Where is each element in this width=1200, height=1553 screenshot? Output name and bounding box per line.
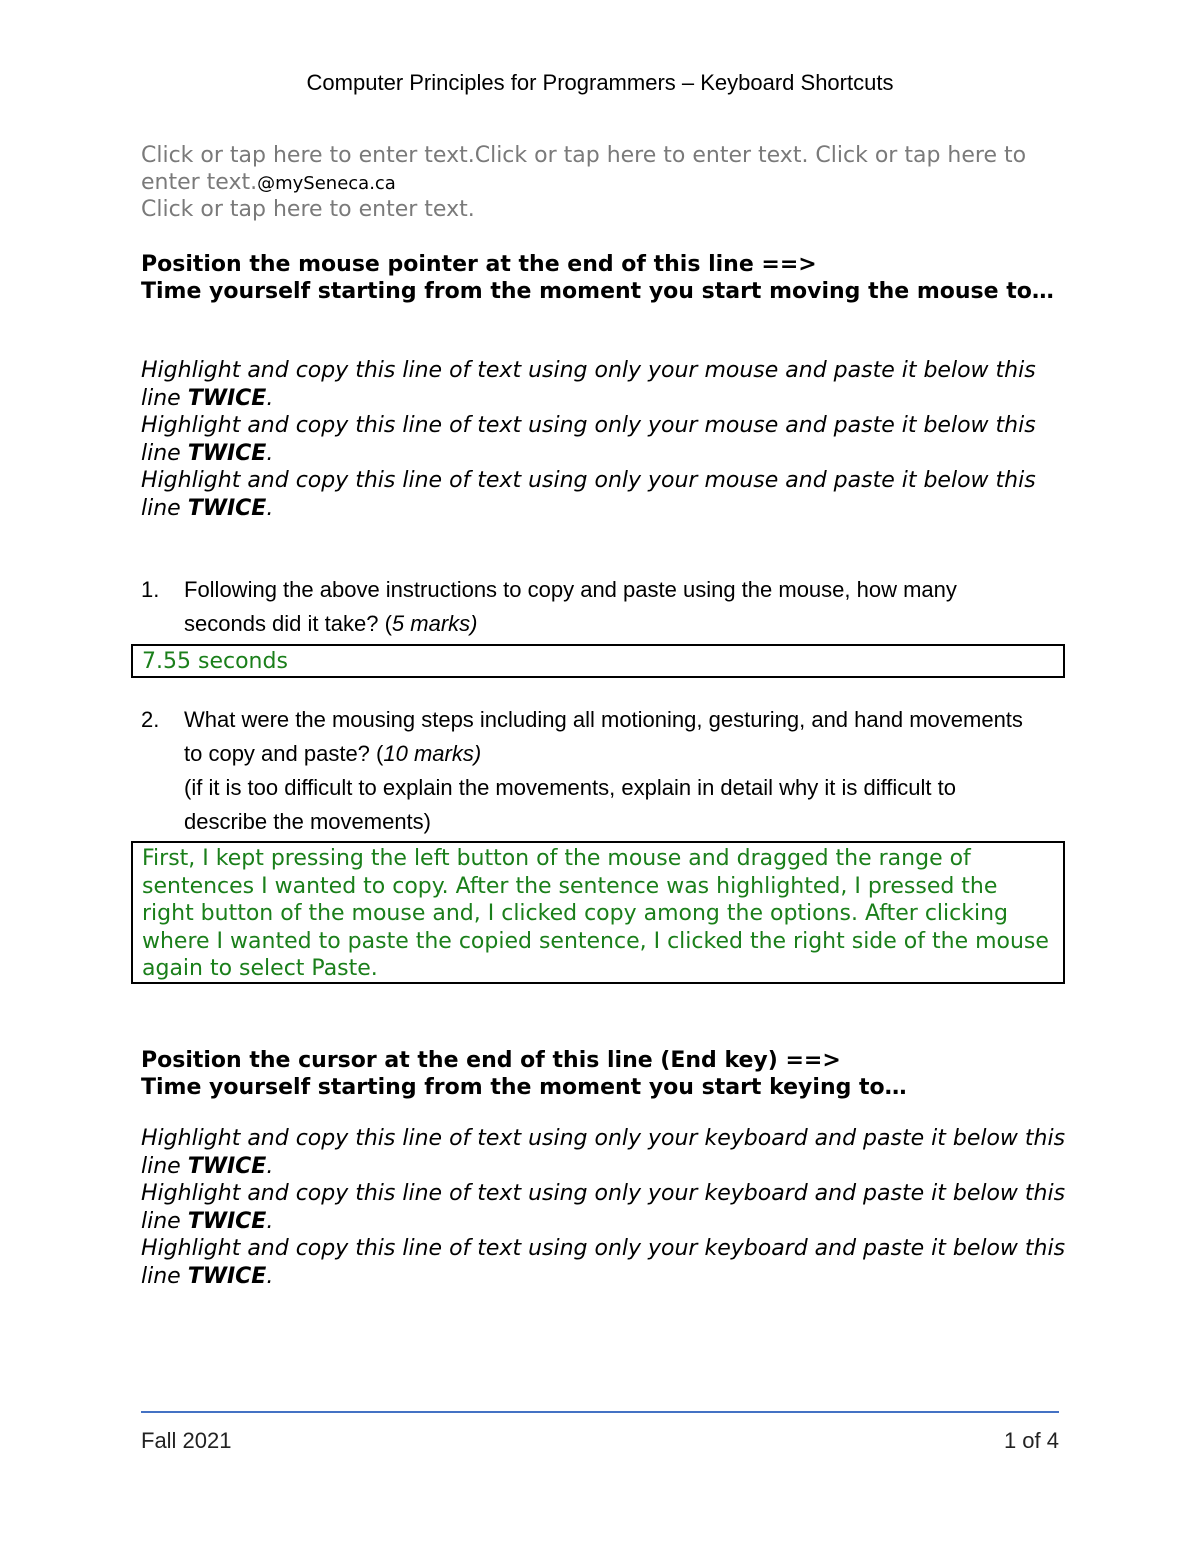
keyboard-copy-line[interactable]: Highlight and copy this line of text using only your keyboard and paste it below this line TWICE.: [141, 1181, 1066, 1234]
keyboard-copy-line[interactable]: Highlight and copy this line of text using only your keyboard and paste it below this line TWICE.: [141, 1126, 1066, 1179]
mouse-copy-line[interactable]: Highlight and copy this line of text using only your mouse and paste it below this line TWICE.: [141, 413, 1036, 466]
mouse-copy-line[interactable]: Highlight and copy this line of text using only your mouse and paste it below this line TWICE.: [141, 468, 1036, 521]
footer-page-number: 1 of 4: [1003, 1428, 1059, 1453]
question-1: [141, 573, 1021, 643]
keyboard-section-heading: Position the cursor at the end of this line (End key) ==>: [141, 1048, 841, 1073]
keyboard-section-subheading: Time yourself starting from the moment you start keying to…: [141, 1075, 907, 1100]
question-number: 2.: [141, 707, 160, 732]
name-placeholder[interactable]: Click or tap here to enter text.Click or tap here to enter text. Click or tap here to enter text.: [141, 143, 1027, 195]
question-number: 1.: [141, 577, 160, 602]
answer-box-2[interactable]: First, I kept pressing the left button of the mouse and dragged the range of sentences I wanted to copy. After the sentence was highlighted, I pressed the right button of the mouse and, I clicked copy among the options. After clicking where I wanted to paste the copied sentence, I clicked the right side of the mouse again to select Paste.: [131, 841, 1065, 984]
keyboard-copy-line[interactable]: Highlight and copy this line of text using only your keyboard and paste it below this line TWICE.: [141, 1236, 1066, 1289]
question-2: [141, 703, 1021, 839]
page-header-title: Computer Principles for Programmers – Keyboard Shortcuts: [306, 70, 894, 95]
student-info-placeholder[interactable]: [141, 142, 1071, 197]
question-text: What were the mousing steps including all motioning, gesturing, and hand movements to copy and paste? (10 marks) (if it is too difficult to explain the movements, explain in detail why it is difficult to describe the movements): [184, 707, 1023, 834]
mouse-copy-lines[interactable]: [141, 357, 1071, 522]
footer-divider: [141, 1411, 1059, 1413]
email-domain: @mySeneca.ca: [257, 173, 396, 194]
student-id-placeholder[interactable]: Click or tap here to enter text.: [141, 197, 475, 222]
footer-term: Fall 2021: [141, 1428, 232, 1453]
question-note: (if it is too difficult to explain the movements, explain in detail why it is difficult to describe the movements): [184, 775, 956, 834]
mouse-section-heading: Position the mouse pointer at the end of this line ==>: [141, 252, 817, 277]
mouse-copy-line[interactable]: Highlight and copy this line of text using only your mouse and paste it below this line TWICE.: [141, 358, 1036, 411]
question-text: Following the above instructions to copy and paste using the mouse, how many seconds did it take? (5 marks): [184, 577, 957, 636]
answer-box-1[interactable]: 7.55 seconds: [131, 644, 1065, 678]
mouse-section-subheading: Time yourself starting from the moment you start moving the mouse to…: [141, 279, 1054, 304]
keyboard-copy-lines[interactable]: [141, 1125, 1071, 1290]
